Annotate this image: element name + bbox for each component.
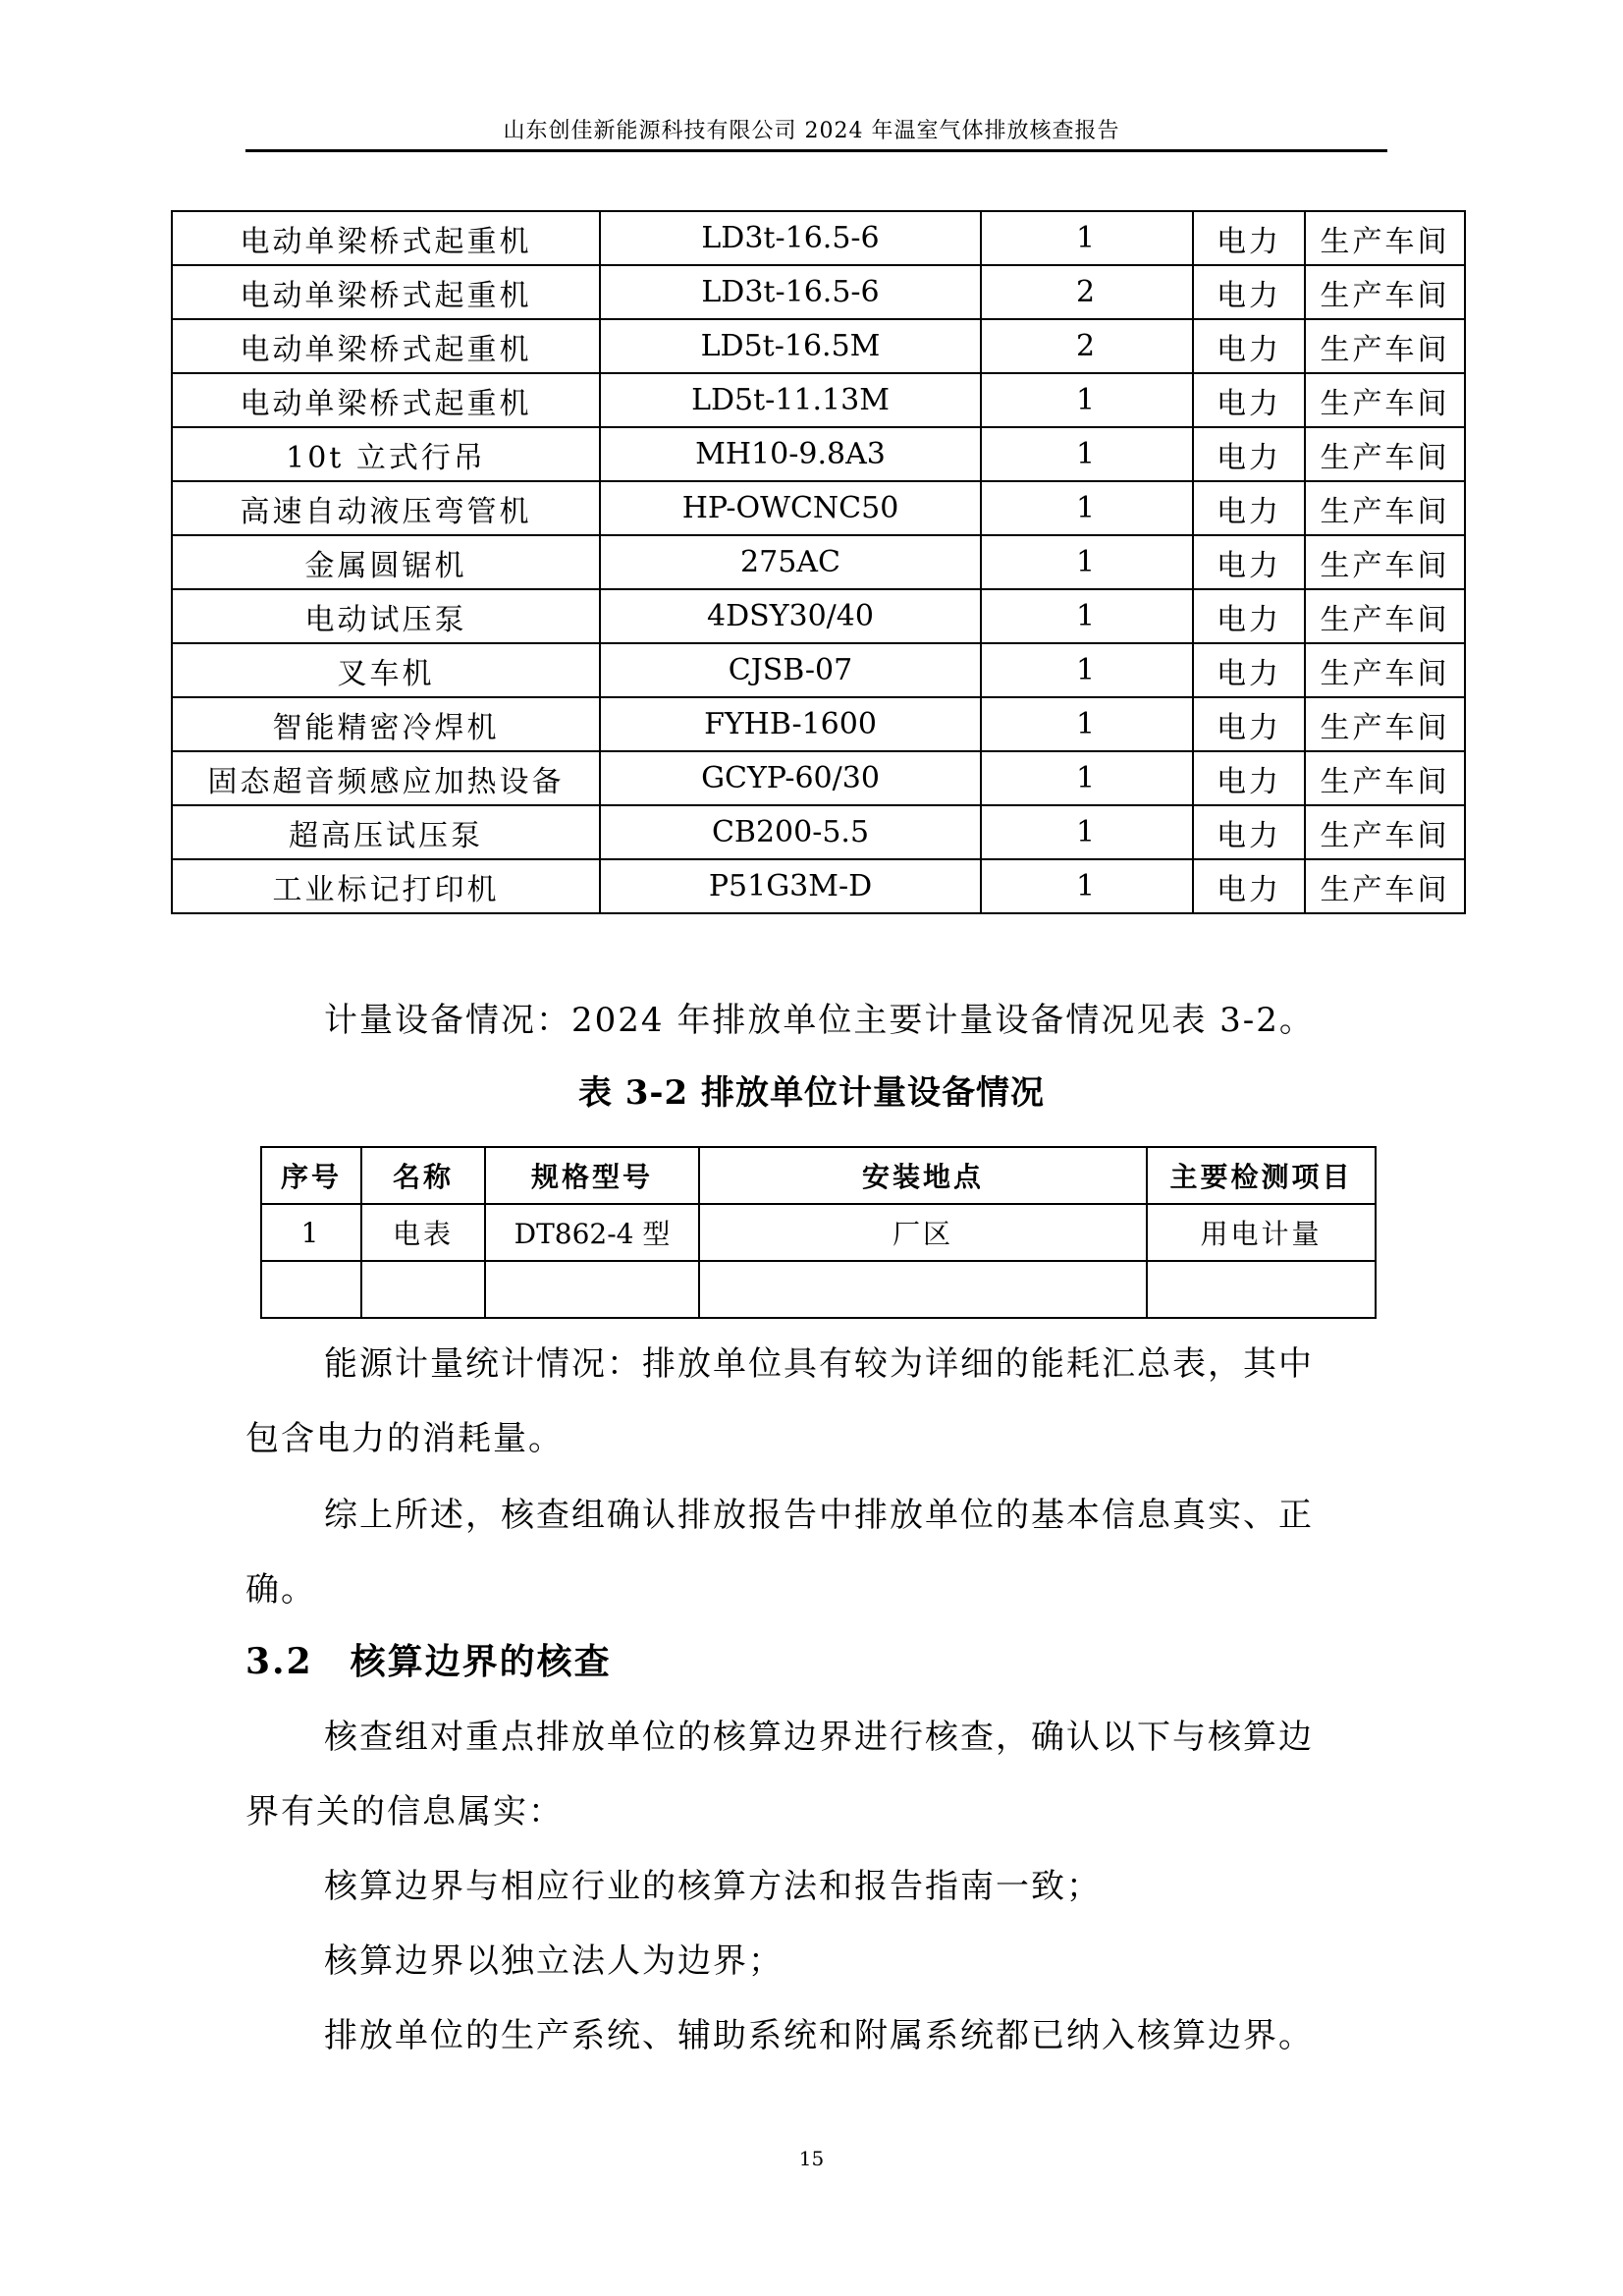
equip-cell-name: 电动单梁桥式起重机 xyxy=(172,373,600,427)
equip-cell-qty: 1 xyxy=(981,373,1193,427)
equip-cell-model: LD5t-16.5M xyxy=(600,319,981,373)
equip-cell-model: LD3t-16.5-6 xyxy=(600,265,981,319)
equip-cell-model: MH10-9.8A3 xyxy=(600,427,981,481)
equip-cell-qty: 1 xyxy=(981,859,1193,913)
equip-cell-qty: 2 xyxy=(981,319,1193,373)
equip-cell-energy: 电力 xyxy=(1193,481,1305,535)
equip-cell-name: 电动单梁桥式起重机 xyxy=(172,265,600,319)
equip-cell-energy: 电力 xyxy=(1193,211,1305,265)
equip-cell-qty: 1 xyxy=(981,427,1193,481)
equip-cell-qty: 1 xyxy=(981,697,1193,751)
boundary-item-2: 核算边界以独立法人为边界； xyxy=(324,1941,784,1981)
page-number: 15 xyxy=(798,2147,825,2170)
equip-cell-energy: 电力 xyxy=(1193,373,1305,427)
equip-cell-model: CJSB-07 xyxy=(600,643,981,697)
equip-cell-location: 生产车间 xyxy=(1305,751,1465,805)
meter-table xyxy=(260,1146,1377,1319)
equip-cell-model: HP-OWCNC50 xyxy=(600,481,981,535)
equip-cell-name: 超高压试压泵 xyxy=(172,805,600,859)
table-row xyxy=(261,1261,1376,1318)
equip-cell-location: 生产车间 xyxy=(1305,481,1465,535)
equip-cell-name: 叉车机 xyxy=(172,643,600,697)
meter-cell-location xyxy=(699,1261,1147,1318)
equip-cell-energy: 电力 xyxy=(1193,427,1305,481)
meter-header-cell: 规格型号 xyxy=(485,1147,699,1204)
equip-cell-name: 电动试压泵 xyxy=(172,589,600,643)
meter-cell-model xyxy=(485,1261,699,1318)
boundary-item-1: 核算边界与相应行业的核算方法和报告指南一致； xyxy=(324,1867,1102,1906)
equip-cell-qty: 1 xyxy=(981,535,1193,589)
equip-cell-qty: 1 xyxy=(981,211,1193,265)
meter-table-header-row xyxy=(261,1147,1376,1204)
equip-cell-model: CB200-5.5 xyxy=(600,805,981,859)
table-row xyxy=(172,265,1465,319)
meter-header-cell: 名称 xyxy=(361,1147,485,1204)
summary-line1: 综上所述，核查组确认排放报告中排放单位的基本信息真实、正 xyxy=(324,1496,1314,1535)
equip-cell-location: 生产车间 xyxy=(1305,697,1465,751)
equip-cell-location: 生产车间 xyxy=(1305,859,1465,913)
meter-cell-model: DT862-4 型 xyxy=(485,1204,699,1261)
equip-cell-qty: 1 xyxy=(981,805,1193,859)
equip-cell-name: 智能精密冷焊机 xyxy=(172,697,600,751)
boundary-intro-line2: 界有关的信息属实： xyxy=(245,1792,564,1831)
equip-cell-name: 电动单梁桥式起重机 xyxy=(172,319,600,373)
table-row xyxy=(172,319,1465,373)
table-row xyxy=(172,859,1465,913)
meter-header-cell: 序号 xyxy=(261,1147,361,1204)
equip-cell-energy: 电力 xyxy=(1193,589,1305,643)
meter-table-caption: 表 3-2 排放单位计量设备情况 xyxy=(577,1073,1046,1113)
meter-header-cell: 安装地点 xyxy=(699,1147,1147,1204)
equip-cell-energy: 电力 xyxy=(1193,643,1305,697)
equip-cell-qty: 2 xyxy=(981,265,1193,319)
equip-cell-location: 生产车间 xyxy=(1305,373,1465,427)
equip-cell-name: 电动单梁桥式起重机 xyxy=(172,211,600,265)
meter-cell-index xyxy=(261,1261,361,1318)
table-row xyxy=(172,373,1465,427)
equip-cell-location: 生产车间 xyxy=(1305,319,1465,373)
equip-cell-name: 固态超音频感应加热设备 xyxy=(172,751,600,805)
table-row xyxy=(172,643,1465,697)
section-title: 核算边界的核查 xyxy=(350,1641,612,1682)
energy-stats-line2: 包含电力的消耗量。 xyxy=(245,1419,564,1458)
equip-cell-location: 生产车间 xyxy=(1305,535,1465,589)
equip-cell-location: 生产车间 xyxy=(1305,265,1465,319)
table-row xyxy=(172,481,1465,535)
equip-cell-model: 4DSY30/40 xyxy=(600,589,981,643)
equip-cell-name: 工业标记打印机 xyxy=(172,859,600,913)
table-row xyxy=(172,751,1465,805)
equip-cell-location: 生产车间 xyxy=(1305,211,1465,265)
table-row xyxy=(172,535,1465,589)
equip-cell-location: 生产车间 xyxy=(1305,643,1465,697)
equip-cell-model: P51G3M-D xyxy=(600,859,981,913)
equip-cell-energy: 电力 xyxy=(1193,697,1305,751)
table-row xyxy=(172,427,1465,481)
table-row xyxy=(172,589,1465,643)
boundary-intro-line1: 核查组对重点排放单位的核算边界进行核查，确认以下与核算边 xyxy=(324,1718,1314,1757)
table-row xyxy=(172,697,1465,751)
table-row xyxy=(261,1204,1376,1261)
table-row xyxy=(172,211,1465,265)
equip-cell-name: 10t 立式行吊 xyxy=(172,427,600,481)
equipment-table xyxy=(171,210,1466,914)
equip-cell-model: FYHB-1600 xyxy=(600,697,981,751)
equip-cell-qty: 1 xyxy=(981,589,1193,643)
meter-cell-name xyxy=(361,1261,485,1318)
equip-cell-qty: 1 xyxy=(981,481,1193,535)
section-number: 3.2 xyxy=(245,1641,313,1682)
meter-cell-location: 厂区 xyxy=(699,1204,1147,1261)
section-heading xyxy=(245,1641,612,1682)
equip-cell-name: 高速自动液压弯管机 xyxy=(172,481,600,535)
equip-cell-model: LD5t-11.13M xyxy=(600,373,981,427)
equip-cell-energy: 电力 xyxy=(1193,805,1305,859)
meter-cell-item: 用电计量 xyxy=(1147,1204,1376,1261)
meter-cell-item xyxy=(1147,1261,1376,1318)
header-divider xyxy=(245,149,1387,152)
energy-stats-line1: 能源计量统计情况：排放单位具有较为详细的能耗汇总表，其中 xyxy=(324,1344,1314,1384)
equip-cell-location: 生产车间 xyxy=(1305,589,1465,643)
equip-cell-location: 生产车间 xyxy=(1305,427,1465,481)
equip-cell-qty: 1 xyxy=(981,643,1193,697)
meter-cell-index: 1 xyxy=(261,1204,361,1261)
equip-cell-energy: 电力 xyxy=(1193,535,1305,589)
meter-intro-text: 计量设备情况：2024 年排放单位主要计量设备情况见表 3-2。 xyxy=(324,1001,1315,1040)
equip-cell-energy: 电力 xyxy=(1193,319,1305,373)
equip-cell-location: 生产车间 xyxy=(1305,805,1465,859)
equip-cell-energy: 电力 xyxy=(1193,859,1305,913)
boundary-item-3: 排放单位的生产系统、辅助系统和附属系统都已纳入核算边界。 xyxy=(324,2016,1314,2055)
equip-cell-energy: 电力 xyxy=(1193,751,1305,805)
meter-header-cell: 主要检测项目 xyxy=(1147,1147,1376,1204)
meter-cell-name: 电表 xyxy=(361,1204,485,1261)
equipment-table-body xyxy=(172,211,1465,913)
equip-cell-name: 金属圆锯机 xyxy=(172,535,600,589)
table-row xyxy=(172,805,1465,859)
equip-cell-qty: 1 xyxy=(981,751,1193,805)
summary-line2: 确。 xyxy=(245,1570,316,1610)
equip-cell-model: LD3t-16.5-6 xyxy=(600,211,981,265)
equip-cell-model: 275AC xyxy=(600,535,981,589)
equip-cell-model: GCYP-60/30 xyxy=(600,751,981,805)
running-header-title: 山东创佳新能源科技有限公司 2024 年温室气体排放核查报告 xyxy=(503,119,1120,143)
equip-cell-energy: 电力 xyxy=(1193,265,1305,319)
